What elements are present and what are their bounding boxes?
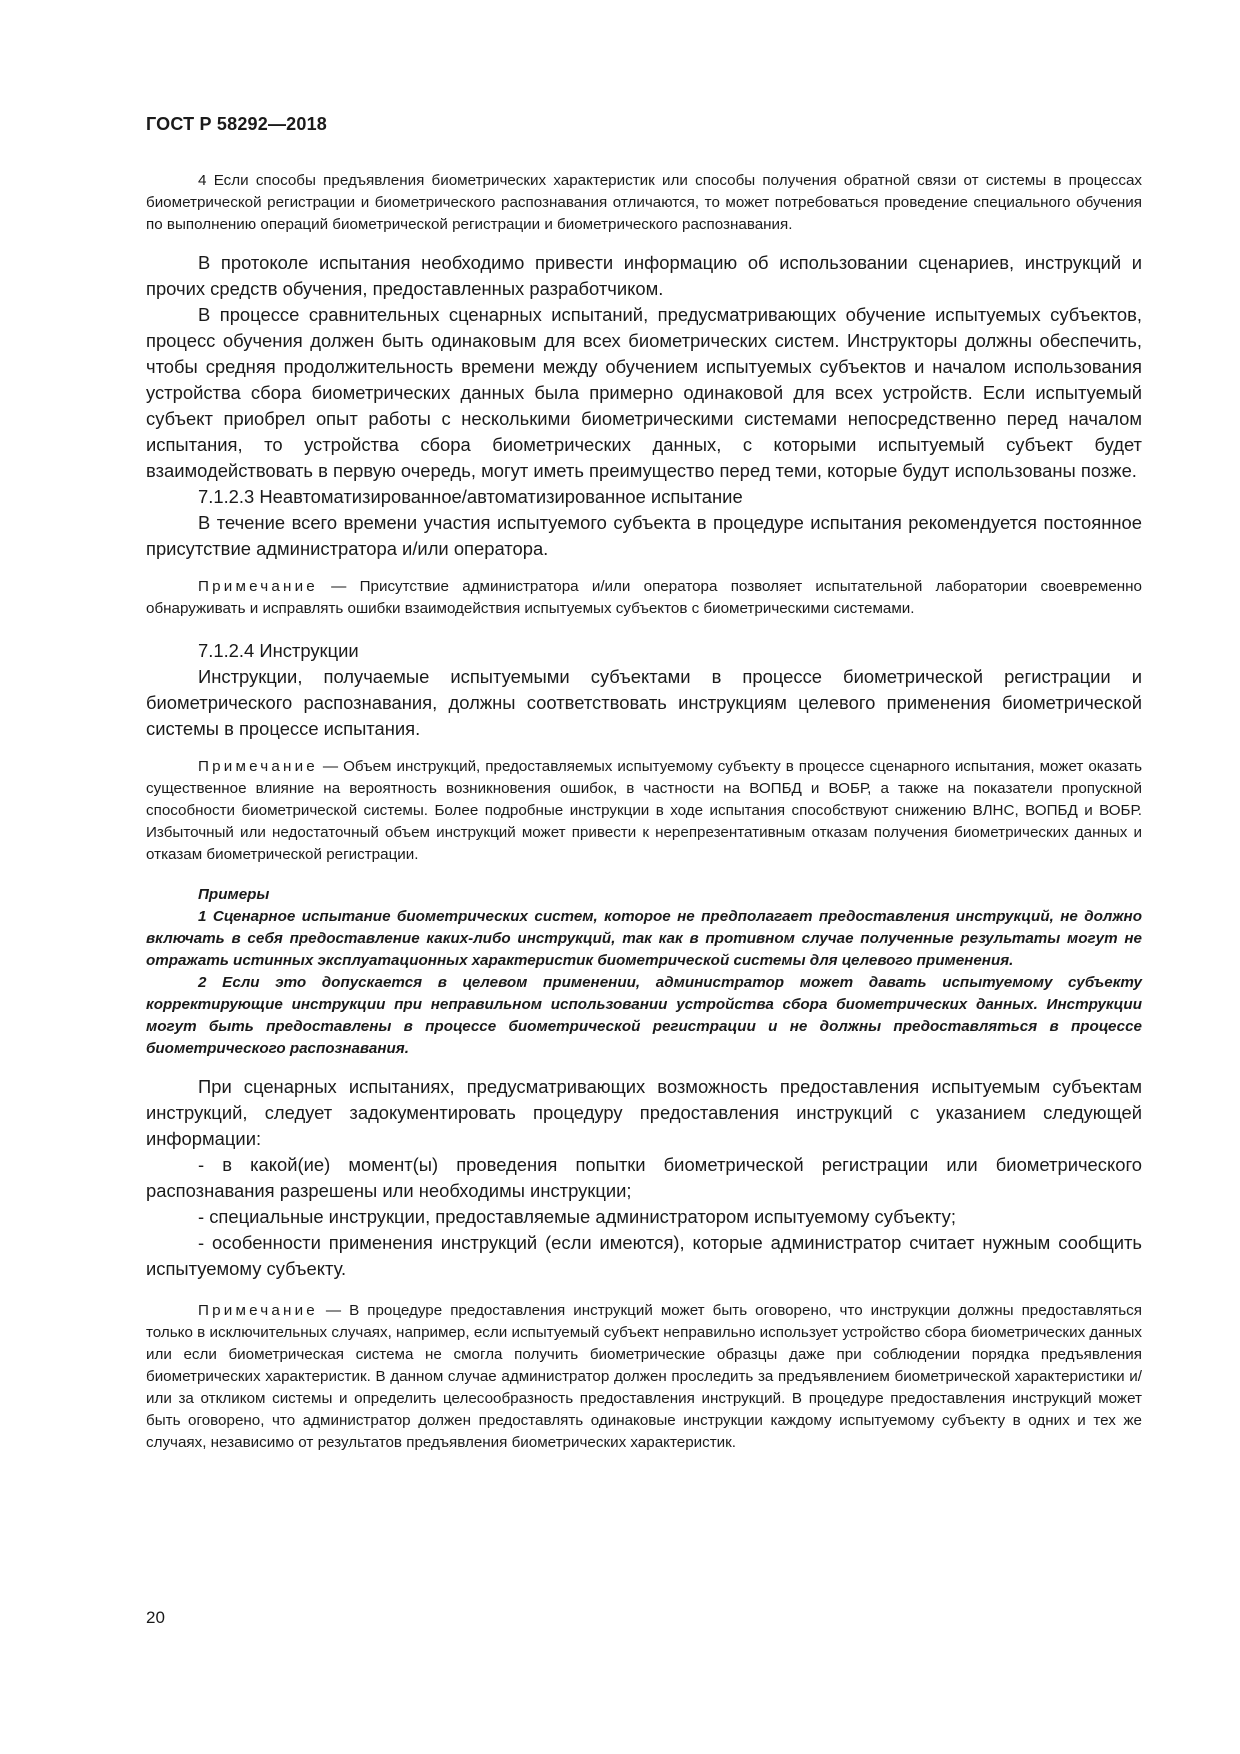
document-body <box>146 170 1142 1454</box>
paragraph-instructions: Инструкции, получаемые испытуемыми субъектами в процессе биометрической регистрации и биометрического распознавания, должны соответствовать инструкциям целевого применения биометрической системы в процессе испытания. <box>146 666 1142 739</box>
page-number: 20 <box>146 1608 165 1627</box>
note-label: Примечание <box>198 578 318 595</box>
section-heading-7-1-2-3: 7.1.2.3 Неавтоматизированное/автоматизированное испытание <box>198 486 743 507</box>
paragraph-scenario-instructions: При сценарных испытаниях, предусматривающих возможность предоставления испытуемым субъектам инструкций, следует задокументировать процедуру предоставления инструкций с указанием следующей информации: <box>146 1076 1142 1149</box>
note-3-text: — В процедуре предоставления инструкций может быть оговорено, что инструкции должны предоставляться только в исключительных случаях, например, если испытуемый субъект неправильно использует устройство сбора биометрических данных или если биометрическая система не смогла получить биометрические образцы даже при соблюдении порядка предъявления биометрических характеристик. В данном случае администратор должен проследить за предъявлением биометрической характеристики и/или за откликом системы и определить целесообразность предоставления инструкций. В процедуре предоставления инструкций может быть оговорено, что администратор должен предоставлять одинаковые инструкции каждому испытуемому субъекту в одних и тех же случаях, независимо от результатов предъявления биометрических характеристик. <box>146 1302 1142 1451</box>
paragraph-comparative-tests: В процессе сравнительных сценарных испытаний, предусматривающих обучение испытуемых субъектов, процесс обучения должен быть одинаковым для всех биометрических систем. Инструкторы должны обеспечить, чтобы средняя продолжительность времени между обучением испытуемых субъектов и началом использования устройства сбора биометрических данных была примерно одинаковой для всех устройств. Если испытуемый субъект приобрел опыт работы с несколькими биометрическими системами непосредственно перед началом испытания, то устройства сбора биометрических данных, с которыми испытуемый субъект будет взаимодействовать в первую очередь, могут иметь преимущество перед теми, которые будут использованы позже. <box>146 304 1142 481</box>
note-label: Примечание <box>198 1302 318 1319</box>
note-2 <box>146 756 1142 866</box>
list-item-1: - в какой(ие) момент(ы) проведения попытки биометрической регистрации или биометрического распознавания разрешены или необходимы инструкции; <box>146 1154 1142 1201</box>
example-1: 1 Сценарное испытание биометрических систем, которое не предполагает предоставления инструкций, не должно включать в себя предоставление каких-либо инструкций, так как в противном случае полученные результаты могут не отражать истинных эксплуатационных характеристик биометрической системы для целевого применения. <box>146 908 1142 969</box>
note-1 <box>146 576 1142 620</box>
note-1-text: — Присутствие администратора и/или оператора позволяет испытательной лаборатории своевременно обнаруживать и исправлять ошибки взаимодействия испытуемых субъектов с биометрическими системами. <box>146 578 1142 617</box>
note-label: Примечание <box>198 758 318 775</box>
document-header: ГОСТ Р 58292—2018 <box>146 114 328 134</box>
examples-title: Примеры <box>198 886 270 903</box>
paragraph-protocol: В протоколе испытания необходимо привести информацию об использовании сценариев, инструкций и прочих средств обучения, предоставленных разработчиком. <box>146 252 1142 299</box>
section-heading-7-1-2-4: 7.1.2.4 Инструкции <box>198 640 359 661</box>
note-3 <box>146 1300 1142 1454</box>
paragraph-administrator-presence: В течение всего времени участия испытуемого субъекта в процедуре испытания рекомендуется постоянное присутствие администратора и/или оператора. <box>146 512 1142 559</box>
list-item-3: - особенности применения инструкций (если имеются), которые администратор считает нужным сообщить испытуемому субъекту. <box>146 1232 1142 1279</box>
example-2: 2 Если это допускается в целевом применении, администратор может давать испытуемому субъекту корректирующие инструкции при неправильном использовании устройства сбора биометрических данных. Инструкции могут быть предоставлены в процессе биометрической регистрации и не должны предоставляться в процессе биометрического распознавания. <box>146 974 1142 1057</box>
note-2-text: — Объем инструкций, предоставляемых испытуемому субъекту в процессе сценарного испытания, может оказать существенное влияние на вероятность возникновения ошибок, в частности на ВОПБД и ВОБР, а также на показатели пропускной способности биометрической системы. Более подробные инструкции в ходе испытания способствуют снижению ВЛНС, ВОПБД и ВОБР. Избыточный или недостаточный объем инструкций может привести к нерепрезентативным отказам получения биометрических данных и отказам биометрической регистрации. <box>146 758 1142 863</box>
note-paragraph-4: 4 Если способы предъявления биометрических характеристик или способы получения обратной связи от системы в процессах биометрической регистрации и биометрического распознавания отличаются, то может потребоваться проведение специального обучения по выполнению операций биометрической регистрации и биометрического распознавания. <box>146 172 1142 233</box>
list-item-2: - специальные инструкции, предоставляемые администратором испытуемому субъекту; <box>198 1206 956 1227</box>
